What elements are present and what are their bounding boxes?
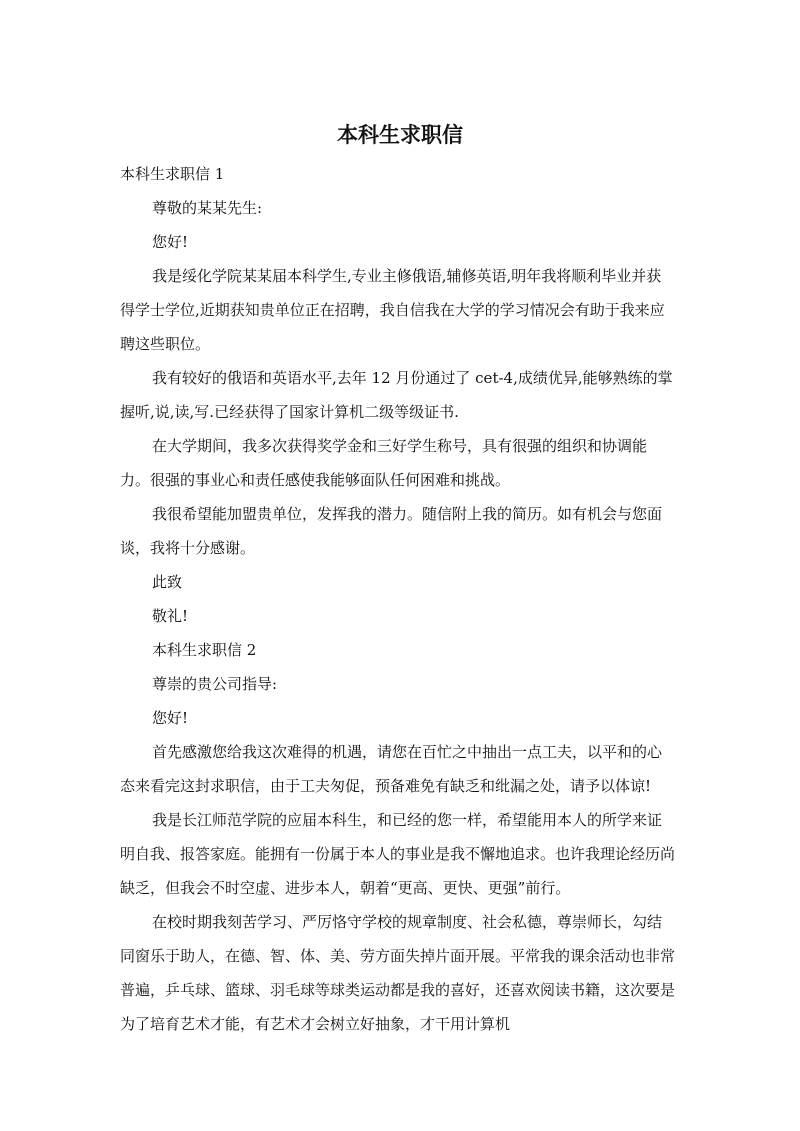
letter1-heading: 本科生求职信 1 (120, 165, 225, 183)
letter1-paragraph: 我很希望能加盟贵单位，发挥我的潜力。随信附上我的简历。如有机会与您面谈，我将十分感谢。 (120, 505, 663, 557)
document-title: 本科生求职信 (337, 123, 463, 147)
letter1-greeting: 您好! (152, 233, 189, 251)
letter2-heading: 本科生求职信 2 (152, 641, 257, 659)
letter2-paragraph: 在校时期我刻苦学习、严厉恪守学校的规章制度、社会私德，尊崇师长，勾结同窗乐于助人，在德、智、体、美、劳方面失掉片面开展。平常我的课余活动也非常普遍，乒乓球、篮球、羽毛球等球类运动都是我的喜好，还喜欢阅读书籍，这次要是为了培育艺术才能，有艺术才会树立好抽象，才干用计算机 (120, 913, 676, 1033)
letter2-paragraph: 首先感激您给我这次难得的机遇，请您在百忙之中抽出一点工夫，以平和的心态来看完这封求职信，由于工夫匆促，预备难免有缺乏和纰漏之处，请予以体谅! (120, 743, 663, 795)
letter2-paragraph: 我是长江师范学院的应届本科生，和已经的您一样，希望能用本人的所学来证明自我、报答家庭。能拥有一份属于本人的事业是我不懈地追求。也许我理论经历尚缺乏，但我会不时空虚、进步本人，朝着“更高、更快、更强”前行。 (120, 811, 676, 897)
letter2-greeting: 您好! (152, 709, 189, 727)
letter1-regards: 敬礼! (152, 607, 189, 625)
letter1-closing: 此致 (152, 573, 183, 591)
letter1-paragraph: 我是绥化学院某某届本科学生,专业主修俄语,辅修英语,明年我将顺利毕业并获得学士学位,近期获知贵单位正在招聘，我自信我在大学的学习情况会有助于我来应聘这些职位。 (120, 267, 665, 353)
letter2-salutation: 尊崇的贵公司指导: (152, 675, 278, 693)
document-body (120, 157, 675, 1041)
letter1-paragraph: 在大学期间，我多次获得奖学金和三好学生称号，具有很强的组织和协调能力。很强的事业心和责任感使我能够面队任何困难和挑战。 (120, 437, 648, 489)
letter1-salutation: 尊敬的某某先生: (152, 199, 263, 217)
letter1-paragraph: 我有较好的俄语和英语水平,去年 12 月份通过了 cet-4,成绩优异,能够熟练的掌握听,说,读,写.已经获得了国家计算机二级等级证书. (120, 369, 673, 421)
